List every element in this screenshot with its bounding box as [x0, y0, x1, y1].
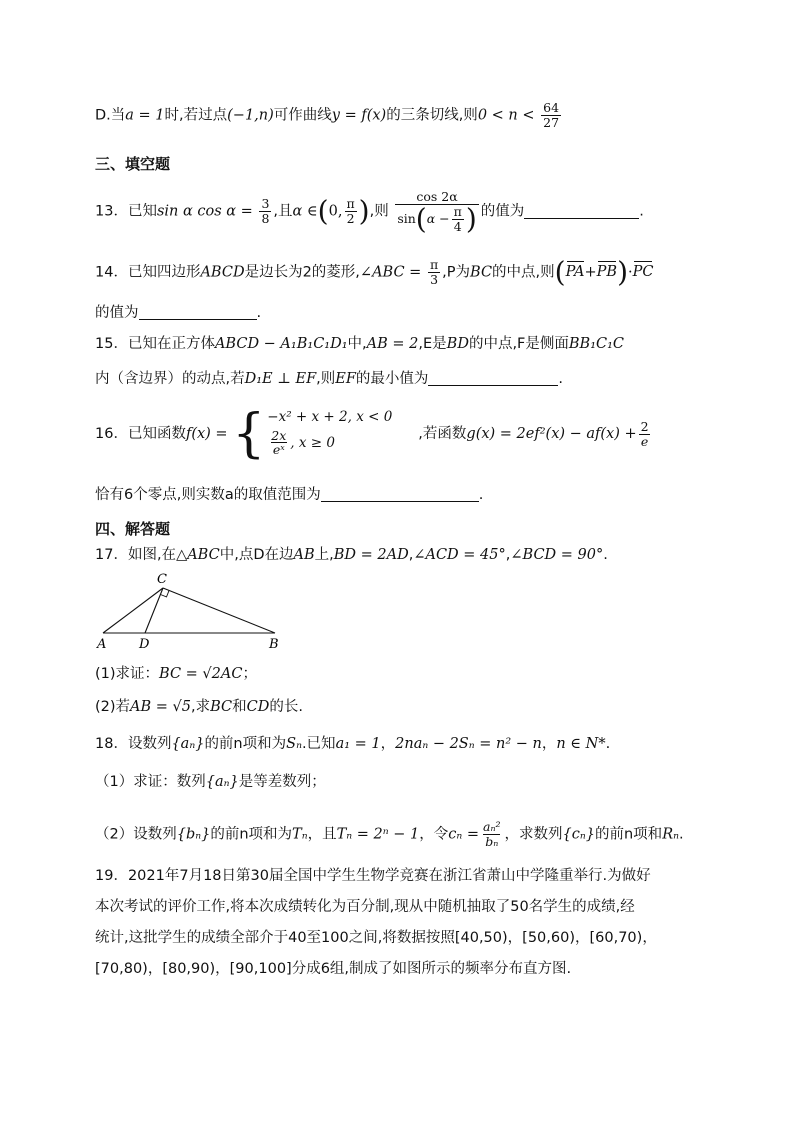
- question-19-line4: [70,80)，[80,90)，[90,100]分成6组,制成了如图所示的频率分布直方图.: [95, 961, 572, 977]
- question-17-part2: (2)若AB = √5,求BC和CD的长.: [95, 699, 303, 715]
- label-d: D: [139, 637, 150, 652]
- label-b: B: [269, 637, 279, 652]
- answer-blank-15[interactable]: [428, 371, 558, 386]
- question-15: 15．已知在正方体ABCD − A₁B₁C₁D₁中,AB = 2,E是BD的中点,F是侧面BB₁C₁C: [95, 336, 625, 352]
- side-bc: [163, 588, 275, 633]
- question-19-line1: 19．2021年7月18日第30届全国中学生生物学竞赛在浙江省萧山中学隆重举行.为做好: [95, 868, 651, 884]
- fraction-64-27: $\frac{64}{27}$: [543, 100, 560, 130]
- vector-pc: PC: [632, 264, 654, 281]
- question-19-line3: 统计,这批学生的成绩全部介于40至100之间,将数据按照[40,50)，[50,60)，[60,70)，: [95, 930, 657, 946]
- answer-blank-16[interactable]: [321, 487, 479, 502]
- question-13: 13．已知sin α cos α = $\frac{3}{8}$ ,且α ∈(0, $\frac{\pi}{2}$ ),则 cos 2α sin(α − $\frac{\pi}{4}$ ) 的值为 .: [95, 189, 644, 235]
- q12-option-d: D.当a = 1时,若过点(−1,n)可作曲线y = f(x)的三条切线,则0 < n < $\frac{64}{27}$: [95, 100, 560, 130]
- question-19-line2: 本次考试的评价工作,将本次成绩转化为百分制,现从中随机抽取了50名学生的成绩,经: [95, 899, 635, 915]
- question-16: 16．已知函数f(x) = { −x² + x + 2, x < 0 $\frac{2x}{\text{eˣ}}$ , x ≥ 0 ,若函数g(x) = 2ef²(x) − af(x) + $\frac{2}{e}$: [95, 404, 649, 464]
- fraction-cos2a-over-sin: cos 2α sin(α − $\frac{\pi}{4}$ ): [397, 189, 477, 235]
- question-14: 14．已知四边形ABCD是边长为2的菱形,∠ABC = $\frac{\pi}{3}$ ,P为BC的中点,则(PA+PB)·PC: [95, 255, 654, 289]
- vector-pb: PB: [596, 264, 618, 281]
- question-16-line2: 恰有6个零点,则实数a的取值范围为 .: [95, 487, 484, 503]
- question-15-line2: 内（含边界）的动点,若D₁E ⊥ EF,则EF的最小值为 .: [95, 371, 564, 387]
- section-answer-title: 四、解答题: [95, 520, 171, 538]
- vector-pa: PA: [565, 264, 585, 281]
- answer-blank-14[interactable]: [139, 305, 257, 320]
- label-a: A: [97, 637, 107, 652]
- question-18-part2: （2）设数列{bₙ}的前n项和为Tₙ，且Tₙ = 2ⁿ − 1，令cₙ = $\frac{\text{aₙ²}}{\text{bₙ}}$ ，求数列{cₙ}的前n项和Rₙ.: [95, 819, 684, 849]
- label-c: C: [157, 572, 167, 587]
- question-17-part1: (1)求证：BC = √2AC；: [95, 666, 257, 682]
- question-17: 17．如图,在△ABC中,点D在边AB上,BD = 2AD,∠ACD = 45°,∠BCD = 90°.: [95, 547, 608, 563]
- triangle-figure: [95, 570, 295, 652]
- question-18: 18．设数列{aₙ}的前n项和为Sₙ.已知a₁ = 1，2naₙ − 2Sₙ = n² − n，n ∈ N*.: [95, 736, 611, 752]
- section-fill-in-title: 三、填空题: [95, 155, 171, 173]
- question-14-line2: 的值为 .: [95, 305, 262, 321]
- question-18-part1: （1）求证：数列{aₙ}是等差数列；: [95, 774, 326, 790]
- answer-blank-13[interactable]: [524, 204, 639, 219]
